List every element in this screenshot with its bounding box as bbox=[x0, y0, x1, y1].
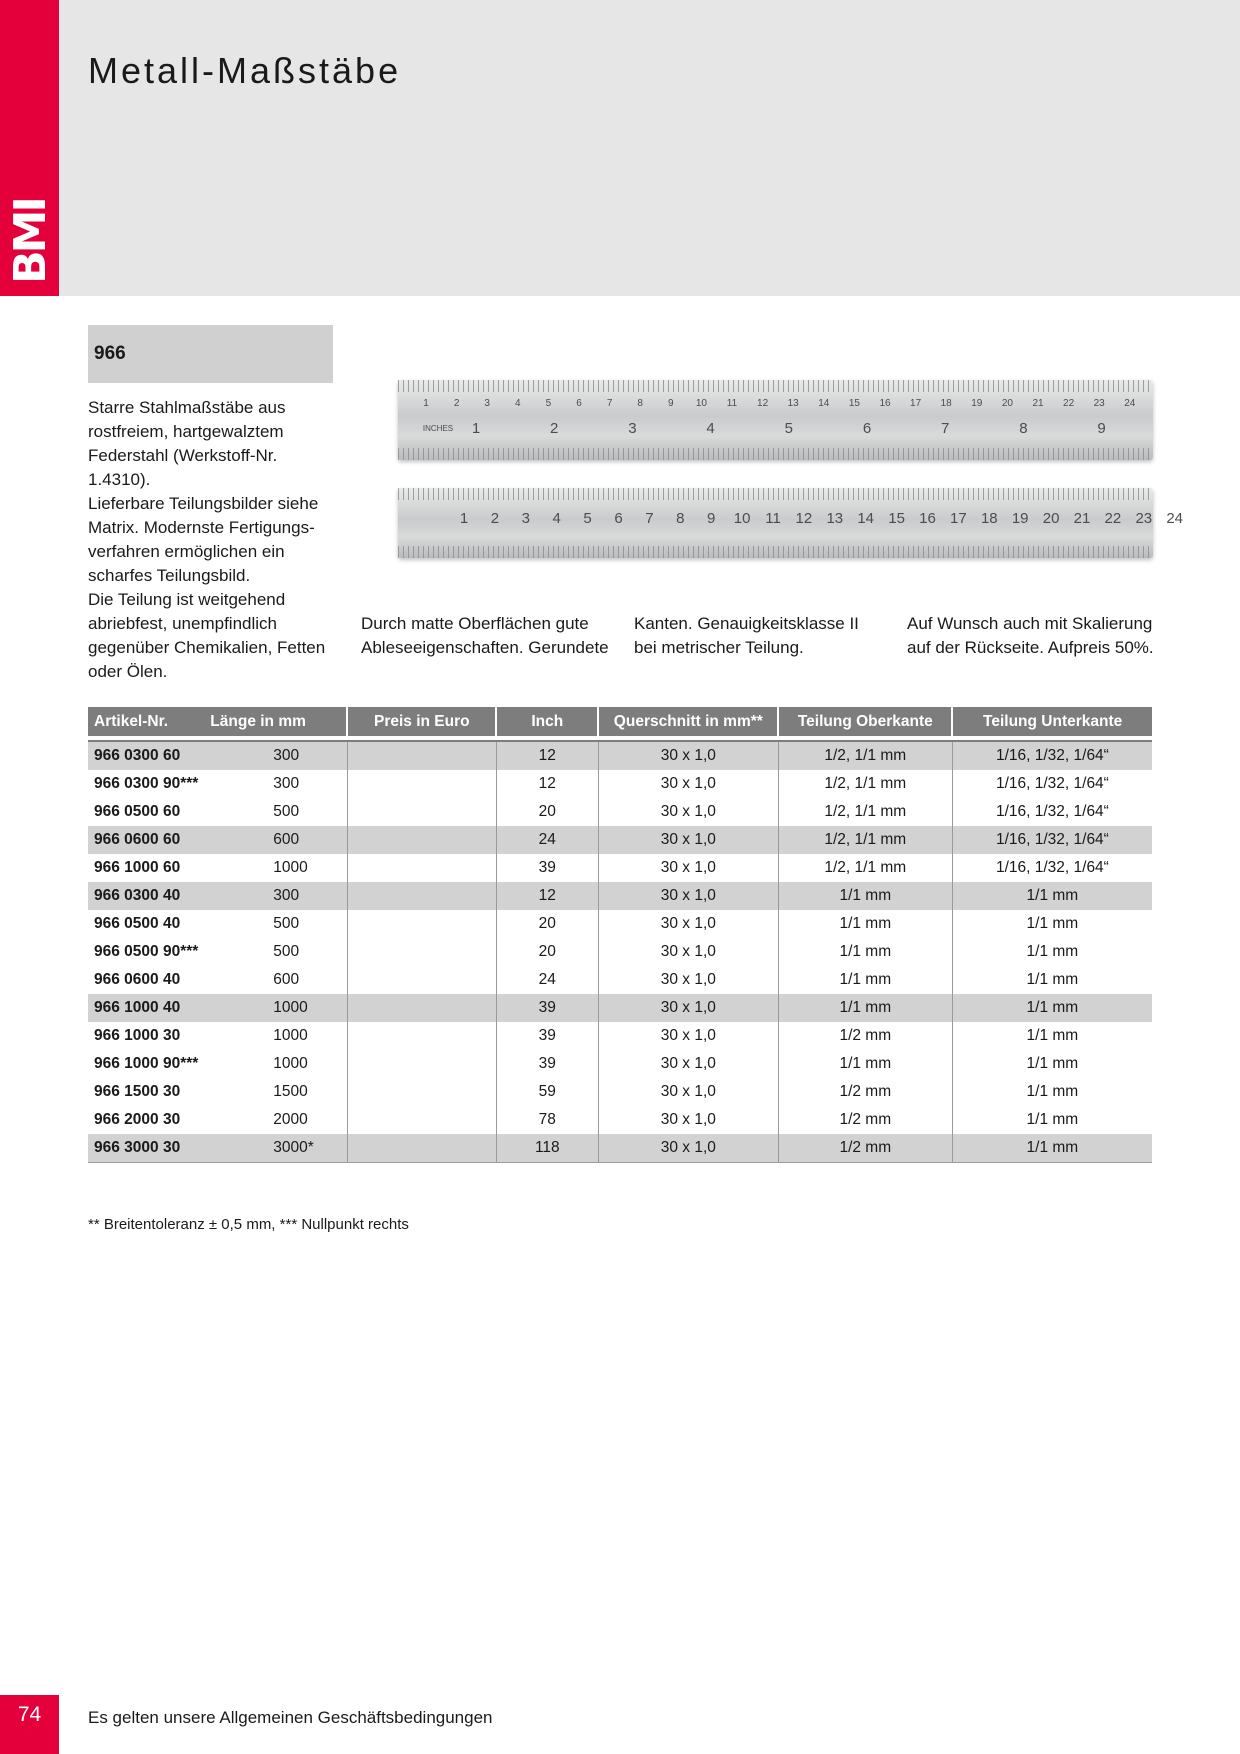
cell-oberkante: 1/2, 1/1 mm bbox=[778, 770, 952, 798]
cell-oberkante: 1/2, 1/1 mm bbox=[778, 741, 952, 770]
ruler-number: 9 bbox=[668, 398, 674, 409]
cell-artikel: 966 1000 90*** bbox=[94, 1055, 199, 1072]
description-line: auf der Rückseite. Aufpreis 50%. bbox=[907, 638, 1154, 657]
table-row bbox=[88, 938, 1152, 966]
header-unterkante: Teilung Unterkante bbox=[952, 707, 1152, 736]
cell-querschnitt: 30 x 1,0 bbox=[598, 966, 778, 994]
description-line: Durch matte Oberflächen gute bbox=[361, 614, 589, 633]
ruler-number: 15 bbox=[848, 398, 860, 409]
cell-artikel: 966 1000 40 bbox=[88, 994, 204, 1022]
cell-inch: 24 bbox=[496, 826, 598, 854]
table-row bbox=[88, 1134, 1152, 1163]
cell-laenge: 1500 bbox=[273, 1083, 308, 1100]
table-row bbox=[88, 1022, 1152, 1050]
cell-inch: 39 bbox=[496, 994, 598, 1022]
ruler-number: 20 bbox=[1042, 510, 1060, 527]
ruler-number: 17 bbox=[950, 510, 967, 527]
ruler-number: 23 bbox=[1093, 398, 1105, 409]
description-line: Kanten. Genauigkeitsklasse II bbox=[634, 614, 859, 633]
footer-text: Es gelten unsere Allgemeinen Geschäftsbedingungen bbox=[88, 1708, 493, 1727]
cell-oberkante: 1/2 mm bbox=[778, 1106, 952, 1134]
cell-artikel: 966 3000 30 bbox=[88, 1134, 204, 1163]
ruler-number: 24 bbox=[1124, 398, 1136, 409]
header-band bbox=[0, 0, 1240, 296]
ruler-number: 21 bbox=[1073, 510, 1091, 527]
ruler-metric-inch bbox=[398, 380, 1153, 460]
ruler-number: 9 bbox=[707, 510, 716, 527]
ruler-number: 24 bbox=[1166, 510, 1184, 527]
ruler-number: 19 bbox=[971, 398, 983, 409]
cell-laenge: 1000 bbox=[273, 1055, 308, 1072]
ruler-number: 12 bbox=[795, 510, 813, 527]
table-row bbox=[88, 994, 1152, 1022]
ruler-number: 20 bbox=[1001, 398, 1013, 409]
cell-querschnitt: 30 x 1,0 bbox=[598, 882, 778, 910]
cell-unterkante: 1/1 mm bbox=[952, 994, 1152, 1022]
ruler-number: 14 bbox=[857, 510, 875, 527]
ruler-number: 4 bbox=[706, 420, 715, 437]
product-code: 966 bbox=[94, 343, 126, 364]
cell-laenge: 2000 bbox=[273, 1111, 308, 1128]
cell-preis bbox=[347, 741, 496, 770]
cell-preis bbox=[347, 1078, 496, 1106]
cell-artikel: 966 0600 40 bbox=[94, 971, 181, 988]
cell-inch: 39 bbox=[496, 1050, 598, 1078]
cell-preis bbox=[347, 1022, 496, 1050]
cell-unterkante: 1/16, 1/32, 1/64“ bbox=[952, 741, 1152, 770]
cell-inch: 20 bbox=[496, 798, 598, 826]
description-line: scharfes Teilungsbild. bbox=[88, 566, 251, 585]
ruler-number: 18 bbox=[980, 510, 998, 527]
ruler-number: 14 bbox=[818, 398, 830, 409]
cell-oberkante: 1/1 mm bbox=[778, 910, 952, 938]
cell-laenge: 1000 bbox=[273, 859, 308, 876]
ruler-number: 2 bbox=[550, 420, 559, 437]
ruler-number: 22 bbox=[1063, 398, 1075, 409]
product-table bbox=[88, 707, 1152, 1163]
ruler-number: 5 bbox=[545, 398, 552, 409]
cell-laenge: 600 bbox=[204, 826, 347, 854]
ruler-product-photo bbox=[398, 380, 1184, 580]
cell-oberkante: 1/2 mm bbox=[778, 1022, 952, 1050]
description-line: verfahren ermöglichen ein bbox=[88, 542, 285, 561]
cell-unterkante: 1/16, 1/32, 1/64“ bbox=[952, 798, 1152, 826]
brand-strip bbox=[0, 0, 59, 296]
ruler-inch-scale bbox=[398, 416, 1153, 446]
cell-preis bbox=[347, 854, 496, 882]
table-row bbox=[88, 798, 1152, 826]
cell-inch: 12 bbox=[496, 741, 598, 770]
cell-preis bbox=[347, 826, 496, 854]
cell-laenge: 600 bbox=[273, 971, 300, 988]
cell-oberkante: 1/1 mm bbox=[778, 994, 952, 1022]
ruler-number: 3 bbox=[628, 420, 637, 437]
cell-querschnitt: 30 x 1,0 bbox=[598, 854, 778, 882]
description-column-4 bbox=[907, 612, 1157, 660]
cell-querschnitt: 30 x 1,0 bbox=[598, 1106, 778, 1134]
ruler-number: 9 bbox=[1097, 420, 1106, 437]
table-row bbox=[88, 741, 1152, 770]
ruler-number: 1 bbox=[459, 510, 469, 527]
cell-inch: 12 bbox=[496, 882, 598, 910]
cell-laenge: 500 bbox=[273, 943, 300, 960]
ruler-number: 7 bbox=[645, 510, 654, 527]
description-line: gegenüber Chemikalien, Fetten bbox=[88, 638, 326, 657]
cell-inch: 39 bbox=[496, 854, 598, 882]
ruler-number: 23 bbox=[1135, 510, 1153, 527]
ruler-number: 7 bbox=[941, 420, 950, 437]
cell-preis bbox=[347, 1106, 496, 1134]
ruler-number: 15 bbox=[888, 510, 905, 527]
header-laenge: Länge in mm bbox=[204, 707, 347, 736]
cell-inch: 12 bbox=[496, 770, 598, 798]
cell-preis bbox=[347, 994, 496, 1022]
cell-laenge: 300 bbox=[204, 741, 347, 770]
ruler-number: 16 bbox=[879, 398, 891, 409]
cell-inch: 20 bbox=[496, 938, 598, 966]
ruler-number: 2 bbox=[453, 398, 460, 409]
cell-querschnitt: 30 x 1,0 bbox=[598, 938, 778, 966]
ruler-ticks bbox=[398, 546, 1153, 558]
table-row bbox=[88, 882, 1152, 910]
header-artikel: Artikel-Nr. bbox=[88, 707, 204, 736]
ruler-number: 5 bbox=[583, 510, 592, 527]
cell-artikel: 966 0300 90*** bbox=[94, 775, 199, 792]
table-row bbox=[88, 910, 1152, 938]
ruler-number: 10 bbox=[733, 510, 751, 527]
ruler-number: 21 bbox=[1032, 398, 1044, 409]
ruler-number: 10 bbox=[695, 398, 707, 409]
cell-preis bbox=[347, 1050, 496, 1078]
cell-laenge: 300 bbox=[204, 882, 347, 910]
ruler-number: 4 bbox=[515, 398, 521, 409]
cell-artikel: 966 0500 90*** bbox=[94, 943, 199, 960]
cell-querschnitt: 30 x 1,0 bbox=[598, 741, 778, 770]
cell-unterkante: 1/1 mm bbox=[952, 1106, 1152, 1134]
ruler-number: 13 bbox=[826, 510, 844, 527]
ruler-metric bbox=[398, 488, 1184, 558]
ruler-number: 13 bbox=[787, 398, 799, 409]
cell-laenge: 3000* bbox=[204, 1134, 347, 1163]
cell-oberkante: 1/1 mm bbox=[778, 966, 952, 994]
cell-laenge: 300 bbox=[273, 775, 300, 792]
cell-inch: 24 bbox=[496, 966, 598, 994]
page-title: Metall-Maßstäbe bbox=[88, 50, 402, 91]
cell-laenge: 500 bbox=[273, 915, 300, 932]
ruler-ticks bbox=[398, 448, 1153, 460]
ruler-number: 17 bbox=[910, 398, 922, 409]
ruler-ticks bbox=[398, 380, 1153, 392]
header-inch: Inch bbox=[496, 707, 598, 736]
cell-oberkante: 1/1 mm bbox=[778, 1050, 952, 1078]
description-line: Lieferbare Teilungsbilder siehe bbox=[88, 494, 319, 513]
table-row bbox=[88, 770, 1152, 798]
ruler-number: 8 bbox=[676, 510, 685, 527]
ruler-number: 6 bbox=[576, 398, 582, 409]
ruler-number: 18 bbox=[940, 398, 952, 409]
header-oberkante: Teilung Oberkante bbox=[778, 707, 952, 736]
footnote: ** Breitentoleranz ± 0,5 mm, *** Nullpunkt rechts bbox=[88, 1216, 409, 1233]
ruler-number: 12 bbox=[757, 398, 769, 409]
cell-artikel: 966 0300 60 bbox=[88, 741, 204, 770]
cell-unterkante: 1/16, 1/32, 1/64“ bbox=[952, 826, 1152, 854]
page-number: 74 bbox=[0, 1695, 59, 1754]
cell-querschnitt: 30 x 1,0 bbox=[598, 1050, 778, 1078]
ruler-number: 2 bbox=[490, 510, 500, 527]
table-row bbox=[88, 826, 1152, 854]
description-line: bei metrischer Teilung. bbox=[634, 638, 804, 657]
description-line: Die Teilung ist weitgehend bbox=[88, 590, 286, 609]
cell-querschnitt: 30 x 1,0 bbox=[598, 1022, 778, 1050]
ruler-cm-scale bbox=[398, 392, 1153, 414]
ruler-number: 1 bbox=[471, 420, 481, 437]
table-body bbox=[88, 736, 1152, 1163]
ruler-number: 8 bbox=[637, 398, 643, 409]
cell-artikel: 966 1500 30 bbox=[94, 1083, 181, 1100]
cell-oberkante: 1/1 mm bbox=[778, 938, 952, 966]
cell-querschnitt: 30 x 1,0 bbox=[598, 826, 778, 854]
cell-querschnitt: 30 x 1,0 bbox=[598, 1134, 778, 1163]
product-code-box bbox=[88, 325, 333, 383]
cell-unterkante: 1/16, 1/32, 1/64“ bbox=[952, 854, 1152, 882]
cell-unterkante: 1/1 mm bbox=[952, 910, 1152, 938]
cell-unterkante: 1/1 mm bbox=[952, 938, 1152, 966]
cell-unterkante: 1/1 mm bbox=[952, 1022, 1152, 1050]
table-row bbox=[88, 854, 1152, 882]
cell-oberkante: 1/1 mm bbox=[778, 882, 952, 910]
header-preis: Preis in Euro bbox=[347, 707, 496, 736]
description-line: Ableseeigenschaften. Gerundete bbox=[361, 638, 609, 657]
ruler-number: 1 bbox=[423, 398, 429, 409]
cell-laenge: 500 bbox=[273, 803, 300, 820]
cell-querschnitt: 30 x 1,0 bbox=[598, 994, 778, 1022]
cell-preis bbox=[347, 770, 496, 798]
ruler-number: 6 bbox=[862, 420, 872, 437]
cell-preis bbox=[347, 938, 496, 966]
cell-laenge: 1000 bbox=[273, 1027, 308, 1044]
cell-querschnitt: 30 x 1,0 bbox=[598, 770, 778, 798]
cell-querschnitt: 30 x 1,0 bbox=[598, 798, 778, 826]
ruler-cm-scale bbox=[398, 510, 1184, 536]
ruler-number: 11 bbox=[726, 398, 738, 409]
cell-unterkante: 1/1 mm bbox=[952, 1050, 1152, 1078]
cell-unterkante: 1/1 mm bbox=[952, 882, 1152, 910]
description-line: abriebfest, unempfindlich bbox=[88, 614, 278, 633]
cell-artikel: 966 2000 30 bbox=[94, 1111, 181, 1128]
description-column-2 bbox=[361, 612, 611, 660]
cell-preis bbox=[347, 910, 496, 938]
ruler-ticks bbox=[398, 488, 1153, 500]
description-line: Federstahl (Werkstoff-Nr. 1.4310). bbox=[88, 446, 278, 489]
cell-oberkante: 1/2 mm bbox=[778, 1134, 952, 1163]
bmi-logo: BMI bbox=[4, 198, 56, 284]
cell-artikel: 966 0500 40 bbox=[94, 915, 181, 932]
description-line: Auf Wunsch auch mit Skalierung bbox=[907, 614, 1153, 633]
cell-querschnitt: 30 x 1,0 bbox=[598, 1078, 778, 1106]
description-column-3 bbox=[634, 612, 884, 660]
cell-preis bbox=[347, 882, 496, 910]
cell-unterkante: 1/1 mm bbox=[952, 966, 1152, 994]
cell-preis bbox=[347, 966, 496, 994]
cell-unterkante: 1/16, 1/32, 1/64“ bbox=[952, 770, 1152, 798]
header-querschnitt: Querschnitt in mm** bbox=[598, 707, 778, 736]
cell-querschnitt: 30 x 1,0 bbox=[598, 910, 778, 938]
cell-inch: 59 bbox=[496, 1078, 598, 1106]
description-line: oder Ölen. bbox=[88, 662, 168, 681]
cell-artikel: 966 1000 30 bbox=[94, 1027, 181, 1044]
cell-preis bbox=[347, 798, 496, 826]
cell-laenge: 1000 bbox=[204, 994, 347, 1022]
cell-inch: 20 bbox=[496, 910, 598, 938]
cell-artikel: 966 0600 60 bbox=[88, 826, 204, 854]
description-column-1 bbox=[88, 396, 338, 684]
table-row bbox=[88, 1106, 1152, 1134]
ruler-number: 7 bbox=[606, 398, 613, 409]
cell-oberkante: 1/2, 1/1 mm bbox=[778, 798, 952, 826]
ruler-number: 5 bbox=[784, 420, 793, 437]
table-row bbox=[88, 1078, 1152, 1106]
table-header-row bbox=[88, 707, 1152, 736]
cell-oberkante: 1/2, 1/1 mm bbox=[778, 854, 952, 882]
table-row bbox=[88, 966, 1152, 994]
ruler-number: 22 bbox=[1104, 510, 1122, 527]
cell-inch: 78 bbox=[496, 1106, 598, 1134]
cell-inch: 118 bbox=[496, 1134, 598, 1163]
ruler-number: 16 bbox=[919, 510, 936, 527]
description-line: rostfreiem, hartgewalztem bbox=[88, 422, 284, 441]
cell-inch: 39 bbox=[496, 1022, 598, 1050]
cell-oberkante: 1/2, 1/1 mm bbox=[778, 826, 952, 854]
ruler-number: 6 bbox=[614, 510, 623, 527]
description-line: Matrix. Modernste Fertigungs- bbox=[88, 518, 315, 537]
description-line: Starre Stahlmaßstäbe aus bbox=[88, 398, 286, 417]
cell-artikel: 966 0300 40 bbox=[88, 882, 204, 910]
ruler-number: 11 bbox=[765, 510, 781, 527]
ruler-number: 8 bbox=[1019, 420, 1028, 437]
ruler-number: 3 bbox=[521, 510, 530, 527]
cell-unterkante: 1/1 mm bbox=[952, 1078, 1152, 1106]
ruler-number: 19 bbox=[1011, 510, 1029, 527]
table-row bbox=[88, 1050, 1152, 1078]
cell-artikel: 966 0500 60 bbox=[94, 803, 181, 820]
ruler-inch-label: INCHES bbox=[422, 424, 454, 433]
cell-unterkante: 1/1 mm bbox=[952, 1134, 1152, 1163]
ruler-number: 3 bbox=[484, 398, 490, 409]
cell-preis bbox=[347, 1134, 496, 1163]
cell-artikel: 966 1000 60 bbox=[94, 859, 181, 876]
cell-oberkante: 1/2 mm bbox=[778, 1078, 952, 1106]
ruler-number: 4 bbox=[552, 510, 561, 527]
